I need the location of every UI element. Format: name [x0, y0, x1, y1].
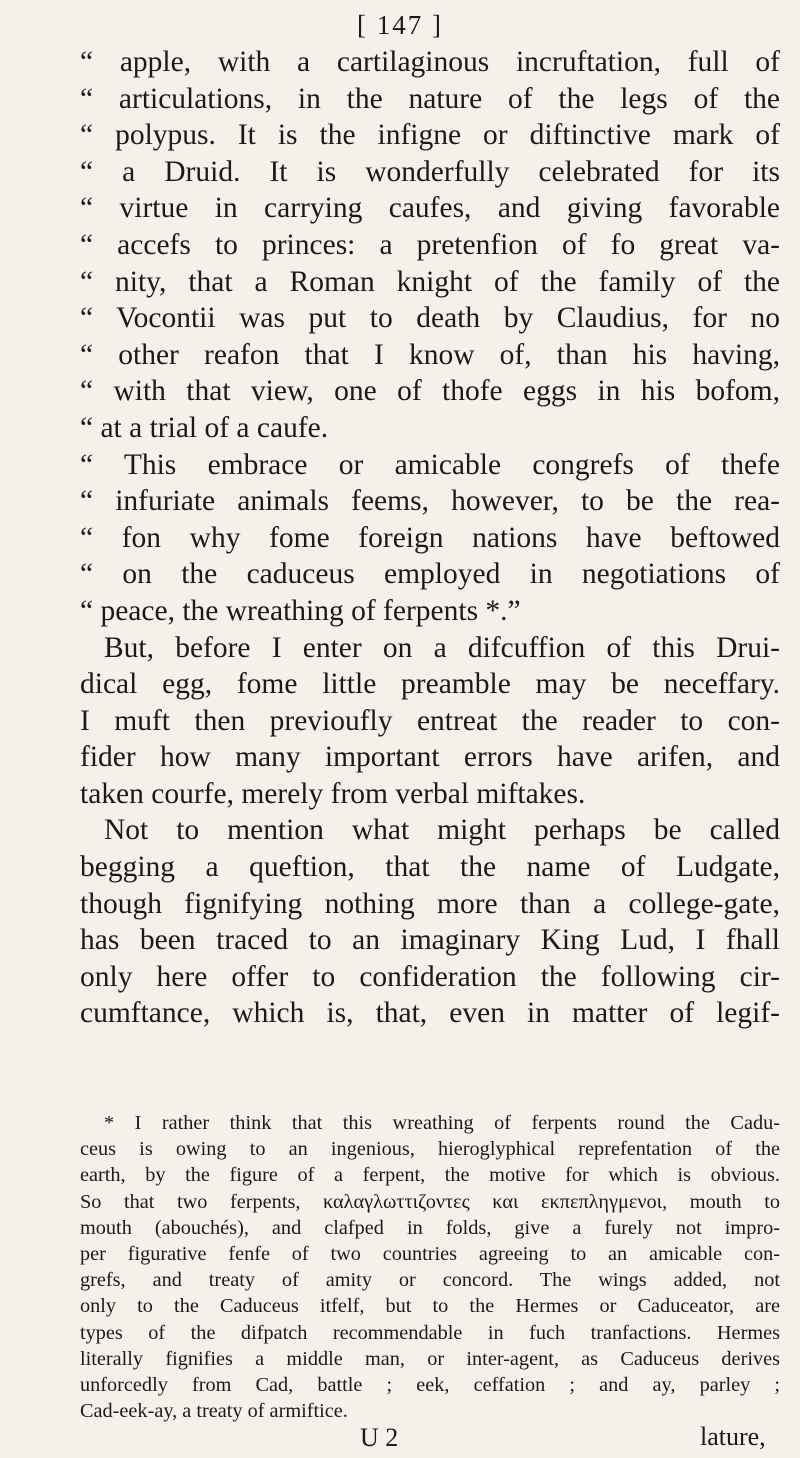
text-line: has been traced to an imaginary King Lud, I fhall: [80, 924, 780, 957]
text-line: “ This embrace or amicable congrefs of thefe: [80, 448, 780, 481]
footnote-line: types of the difpatch recommendable in fuch tranfactions. Hermes: [80, 1321, 780, 1344]
signature-mark: U 2: [360, 1423, 399, 1452]
text-line: “ on the caduceus employed in negotiations of: [80, 558, 780, 591]
text-line: Not to mention what might perhaps be called: [104, 814, 780, 847]
footnote-line: So that two ferpents, καλαγλωττιζοντες και εκπεπληγμενοι, mouth to: [80, 1190, 780, 1213]
text-line: “ infuriate animals feems, however, to be the rea-: [80, 485, 780, 518]
text-line: taken courfe, merely from verbal miftakes.: [80, 777, 586, 810]
text-line: “ a Druid. It is wonderfully celebrated for its: [80, 155, 780, 188]
footnote-line: unforcedly from Cad, battle ; eek, ceffation ; and ay, parley ;: [80, 1373, 780, 1396]
footnote-line: literally fignifies a middle man, or inter-agent, as Caduceus derives: [80, 1347, 780, 1370]
text-line: only here offer to confideration the following cir-: [80, 960, 780, 993]
text-line: “ virtue in carrying caufes, and giving favorable: [80, 192, 780, 225]
text-line: though fignifying nothing more than a college-gate,: [80, 887, 780, 920]
text-line: I muft then previoufly entreat the reader to con-: [80, 704, 780, 737]
text-line: “ Vocontii was put to death by Claudius, for no: [80, 302, 780, 335]
text-line: “ fon why fome foreign nations have beftowed: [80, 521, 780, 554]
footnote-line: mouth (abouchés), and clafped in folds, give a furely not impro-: [80, 1216, 780, 1239]
text-line: “ apple, with a cartilaginous incruftation, full of: [80, 46, 780, 78]
text-line: “ other reafon that I know of, than his having,: [80, 338, 780, 371]
footnote-line: only to the Caduceus itfelf, but to the Hermes or Caduceator, are: [80, 1295, 780, 1318]
page-number: [ 147 ]: [357, 10, 443, 40]
text-line: fider how many important errors have arifen, and: [80, 741, 780, 774]
text-line: “ articulations, in the nature of the legs of the: [80, 82, 780, 115]
text-line: “ at a trial of a caufe.: [80, 411, 329, 444]
catchword: lature,: [700, 1422, 766, 1451]
text-line: “ nity, that a Roman knight of the family of the: [80, 265, 780, 298]
footnote-line: grefs, and treaty of amity or concord. The wings added, not: [80, 1269, 780, 1292]
footnote: [80, 1110, 780, 1424]
text-line: cumftance, which is, that, even in matter of legif-: [80, 997, 780, 1030]
text-line: “ accefs to princes: a pretenfion of fo great va-: [80, 228, 780, 261]
text-line: “ polypus. It is the infigne or diftinctive mark of: [80, 119, 780, 152]
footnote-line: per figurative fenfe of two countries agreeing to an amicable con-: [80, 1242, 780, 1265]
text-line: “ peace, the wreathing of ferpents *.”: [80, 594, 521, 627]
footnote-line: earth, by the figure of a ferpent, the motive for which is obvious.: [80, 1164, 780, 1187]
text-line: But, before I enter on a difcuffion of this Drui-: [104, 631, 780, 664]
text-line: begging a queftion, that the name of Ludgate,: [80, 851, 780, 884]
main-text: [80, 44, 780, 1032]
footnote-line: ceus is owing to an ingenious, hieroglyphical reprefentation of the: [80, 1138, 780, 1161]
footnote-line: * I rather think that this wreathing of ferpents round the Cadu-: [104, 1112, 780, 1134]
text-line: dical egg, fome little preamble may be neceffary.: [80, 668, 780, 701]
text-line: “ with that view, one of thofe eggs in his bofom,: [80, 375, 780, 408]
footnote-line: Cad-eek-ay, a treaty of armiftice.: [80, 1400, 348, 1423]
